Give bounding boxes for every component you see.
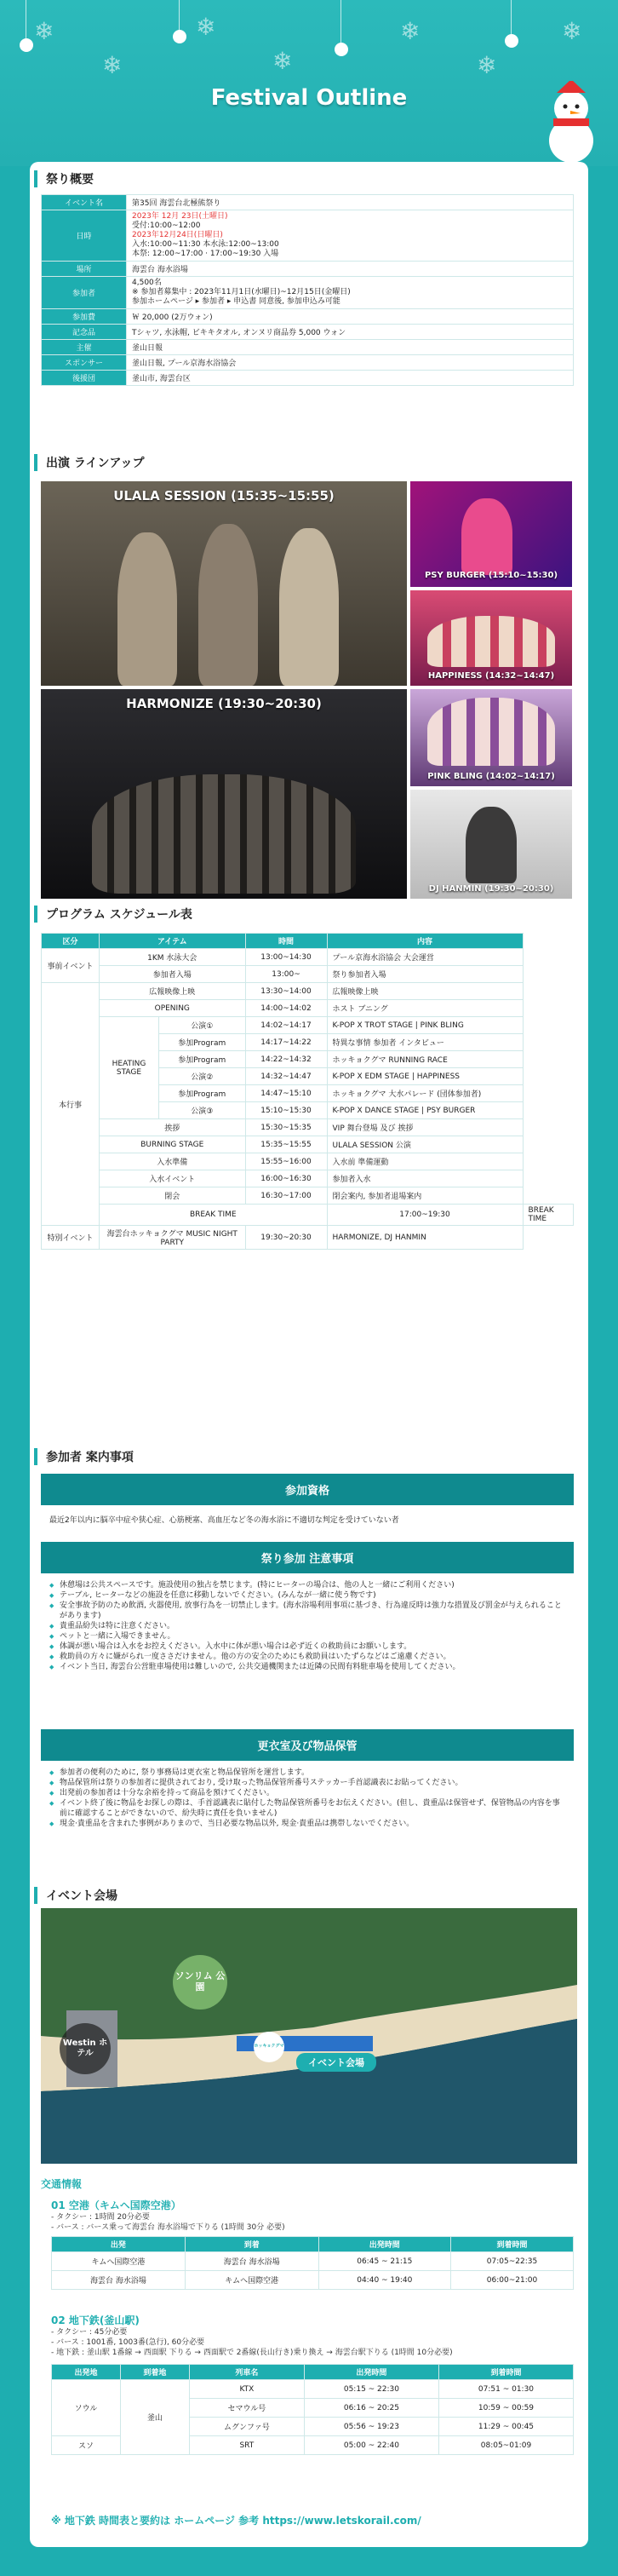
rail-table [51, 2364, 574, 2455]
table-row: 閉会 16:30~17:00 閉会案内, 参加者退場案内 [42, 1187, 574, 1205]
table-row: 挨拶 15:30~15:35 VIP 舞台登場 及び 挨拶 [42, 1119, 574, 1136]
snowflake-icon: ❄ [102, 51, 123, 79]
table-row [42, 262, 574, 277]
lineup-gallery [41, 481, 572, 899]
table-row [42, 210, 574, 262]
list-item: ◆ イベント終了後に物品をお探しの際は、手首認識表に貼付した物品保管所番号をお伝えください。(但し、貴重品は保管せず、保管物品の内容を事前に確認することができないので、紛失時に責任を負いません) [49, 1798, 565, 1819]
row-label: スポンサー [42, 355, 127, 371]
column-header: 出発 [52, 2237, 186, 2252]
lineup-photo-happiness [410, 590, 572, 686]
act-caption: DJ HANMIN (19:30~20:30) [428, 884, 554, 894]
row-value: 第35回 海雲台北極熊祭り [127, 195, 574, 210]
list-item: ◆ 安全事故予防のため飲酒, 火器使用, 放事行為を一切禁止します。(海水浴場利用事項に基づき、行為違反時は強力な措置及び罰金が与えられることがあります) [49, 1601, 565, 1621]
venue-map [41, 1908, 577, 2164]
map-label-park: ソンリム 公園 [173, 1955, 227, 2010]
qualification-banner: 参加資格 [41, 1474, 574, 1505]
table-row: OPENING 14:00~14:02 ホスト ブニング [42, 1000, 574, 1017]
row-label: 場所 [42, 262, 127, 277]
column-header: 出発時間 [318, 2237, 450, 2252]
group-cell: 特別イベント [42, 1226, 100, 1250]
table-row: セマウル号 06:16 ~ 20:25 10:59 ~ 00:59 [52, 2399, 574, 2418]
airport-table [51, 2236, 574, 2290]
list-item: ◆ 休憩場は公共スペースです。施設使用の独占を禁じます。(特にヒーターの場合は、他の人と一緒にご利用ください) [49, 1580, 565, 1590]
table-row: 公演② 14:32~14:47 K-POP X EDM STAGE | HAPPINESS [42, 1068, 574, 1085]
table-row: 入水準備 15:55~16:00 入水前 準備運動 [42, 1153, 574, 1170]
section-title-lineup: 出演 ラインアップ [34, 454, 144, 471]
row-value: 釜山日報, プール京海水浴協会 [127, 355, 574, 371]
list-item: ◆ ペットと一緒に入場できません。 [49, 1631, 565, 1642]
column-header: 到着地 [120, 2365, 189, 2380]
row-value: 4,500名 ※ 参加者募集中 : 2023年11月1日(水曜日)~12月15日(金曜日) 参加ホームページ ▸ 参加者 ▸ 申込書 同意後, 参加申込み可能 [127, 277, 574, 309]
caution-banner: 祭り参加 注意事項 [41, 1542, 574, 1573]
timetable-link[interactable]: ※ 地下鉄 時間表と要約は ホームページ 参考 https://www.letskorail.com/ [51, 2515, 421, 2527]
rail-title: 02 地下鉄(釜山駅) [51, 2314, 140, 2326]
table-row: BREAK TIME 17:00~19:30 BREAK TIME [42, 1205, 574, 1226]
column-header: 到着時間 [438, 2365, 573, 2380]
section-title-notices: 参加者 案内事項 [34, 1448, 134, 1465]
ornament-icon [173, 30, 186, 43]
snowflake-icon: ❄ [562, 17, 582, 45]
table-row: HEATING STAGE 公演① 14:02~14:17 K-POP X TROT STAGE | PINK BLING [42, 1017, 574, 1034]
table-row [42, 195, 574, 210]
table-row: ソウル 釜山 KTX 05:15 ~ 22:30 07:51 ~ 01:30 [52, 2380, 574, 2399]
table-header-row [52, 2365, 574, 2380]
list-item: ◆ 現金·貴重品を含まれた事例がありまので、当日必要な物品以外, 現金·貴重品は携帯しないでください。 [49, 1819, 565, 1829]
table-row [42, 325, 574, 340]
storage-box [41, 1729, 574, 1836]
column-header: 内容 [327, 934, 523, 949]
table-row [42, 309, 574, 325]
snowflake-icon: ❄ [272, 47, 293, 75]
group-cell: HEATING STAGE [100, 1017, 159, 1119]
list-item: ◆ 救助員の方々に嫌がられ一度ささだけません。他の方の安全のためにも救助員はいたずらなどはご遠慮ください。 [49, 1652, 565, 1662]
row-label: イベント名 [42, 195, 127, 210]
table-row: スソ SRT 05:00 ~ 22:40 08:05~01:09 [52, 2436, 574, 2455]
section-title-schedule: プログラム スケジュール表 [34, 906, 192, 923]
table-row: 参加Program 14:22~14:32 ホッキョクグマ RUNNING RACE [42, 1051, 574, 1068]
table-header-row [52, 2237, 574, 2252]
page-title: Festival Outline [210, 85, 408, 111]
row-label: 日時 [42, 210, 127, 262]
list-item: ◆ 参加者の便利のために, 祭り事務局は更衣室と物品保管所を運営します。 [49, 1768, 565, 1778]
snowflake-icon: ❄ [196, 13, 216, 41]
list-item: ◆ 物品保管所は祭りの参加者に提供されており, 受け取った物品保管所番号ステッカー手首認識表にお貼ってください。 [49, 1778, 565, 1788]
column-header: 到着 [185, 2237, 318, 2252]
airport-title: 01 空港（キムヘ国際空港） [51, 2199, 181, 2211]
map-label-venue: イベント会場 [296, 2053, 376, 2072]
column-header: アイテム [100, 934, 246, 949]
section-title-venue: イベント会場 [34, 1887, 117, 1904]
table-row: 事前イベント 1KM 水泳大会 13:00~14:30 プール京海水浴協会 大会運営 [42, 949, 574, 966]
aerial-map-image [41, 1908, 577, 2164]
group-cell: 事前イベント [42, 949, 100, 983]
snowman-icon [541, 81, 601, 166]
group-cell: 本行事 [42, 983, 100, 1226]
table-row: 参加Program 14:47~15:10 ホッキョクグマ 大水パレード (団体参加者) [42, 1085, 574, 1102]
table-row: 本行事 広報映像上映 13:30~14:00 広報映像上映 [42, 983, 574, 1000]
snowflake-icon: ❄ [34, 17, 54, 45]
row-value: 釜山市, 海雲台区 [127, 371, 574, 386]
rail-notes: - タクシー : 45分必要 - バース : 1001番, 1003番(急行), 60分必要 - 地下鉄 : 釜山駅 1番線 → 西面駅 下りる → 西面駅で 2番線(長山行き)乗り換え → 海雲台駅下りる (1時間 10分必要) [51, 2328, 453, 2357]
qualification-box [41, 1474, 574, 1533]
list-item: ◆ 出発前の参加者は十分な余裕を持って商品を預けてください。 [49, 1788, 565, 1798]
caution-list [41, 1573, 574, 1679]
row-value: ￦ 20,000 (2万ウォン) [127, 309, 574, 325]
act-caption: PSY BURGER (15:10~15:30) [424, 571, 558, 580]
row-label: 主催 [42, 340, 127, 355]
transport-title: 交通情報 [41, 2178, 83, 2190]
lineup-photo-ulala [41, 481, 407, 686]
snowflake-icon: ❄ [477, 51, 497, 79]
storage-banner: 更衣室及び物品保管 [41, 1729, 574, 1761]
list-item: ◆ 体調が悪い場合は入水をお控えください。入水中に体が悪い場合は必ず近くの救助員にお願いします。 [49, 1642, 565, 1652]
caution-box [41, 1542, 574, 1679]
ornament-icon [335, 43, 348, 56]
list-item: ◆ イベント当日, 海雲台公営駐車場使用は難しいので, 公共交通機関または近隣の民間有料駐車場を使用してください。 [49, 1662, 565, 1672]
table-row [42, 371, 574, 386]
list-item: ◆ テーブル, ヒーターなどの施設を任意に移動しないでください。(みんなが一緒に使う物です) [49, 1590, 565, 1601]
act-caption: PINK BLING (14:02~14:17) [427, 772, 555, 781]
column-header: 時間 [245, 934, 327, 949]
act-caption: ULALA SESSION (15:35~15:55) [113, 488, 335, 503]
table-row [42, 340, 574, 355]
table-row: 参加者入場 13:00~ 祭り参加者入場 [42, 966, 574, 983]
row-value: 2023年 12月 23日(土曜日) 受付:10:00~12:00 2023年12月24日(日曜日) 入水:10:00~11:30 本水泳:12:00~13:00 本祭: 12:00~17:00 · 17:00~19:30 入場 [127, 210, 574, 262]
row-value: Tシャツ, 水泳帽, ビキキタオル, オンヌリ商品券 5,000 ウォン [127, 325, 574, 340]
table-row: 参加Program 14:17~14:22 特異な事情 参加者 インタビュー [42, 1034, 574, 1051]
ornament-icon [20, 38, 33, 52]
table-row: 特別イベント 海雲台ホッキョクグマ MUSIC NIGHT PARTY 19:30~20:30 HARMONIZE, DJ HANMIN [42, 1226, 574, 1250]
overview-table [41, 194, 574, 386]
column-header: 区分 [42, 934, 100, 949]
row-label: 参加費 [42, 309, 127, 325]
section-title-overview: 祭り概要 [34, 170, 94, 187]
storage-list [41, 1761, 574, 1836]
table-row: BURNING STAGE 15:35~15:55 ULALA SESSION 公演 [42, 1136, 574, 1153]
table-row: キムへ国際空港 海雲台 海水浴場 06:45 ~ 21:15 07:05~22:35 [52, 2252, 574, 2271]
column-header: 列車名 [189, 2365, 304, 2380]
header-banner [0, 0, 618, 166]
column-header: 出発地 [52, 2365, 121, 2380]
table-row [42, 355, 574, 371]
lineup-photo-psyburger [410, 481, 572, 587]
table-row: 入水イベント 16:00~16:30 参加者入水 [42, 1170, 574, 1187]
row-label: 記念品 [42, 325, 127, 340]
map-label-hotel: Westin ホテル [60, 2023, 111, 2074]
lineup-photo-harmonize [41, 689, 407, 899]
act-caption: HARMONIZE (19:30~20:30) [126, 696, 322, 711]
airport-notes: - タクシー : 1時間 20分必要 - バース : バース乗って海雲台 海水浴場で下りる (1時間 30分 必要) [51, 2213, 285, 2232]
lineup-photo-djhanmin [410, 790, 572, 899]
column-header: 出発時間 [304, 2365, 438, 2380]
row-label: 参加者 [42, 277, 127, 309]
ornament-icon [505, 34, 518, 48]
table-row: ムグンファ号 05:56 ~ 19:23 11:29 ~ 00:45 [52, 2418, 574, 2436]
list-item: ◆ 貴重品紛失は特に注意ください。 [49, 1621, 565, 1631]
row-value: 海雲台 海水浴場 [127, 262, 574, 277]
table-row: 公演③ 15:10~15:30 K-POP X DANCE STAGE | PSY BURGER [42, 1102, 574, 1119]
column-header: 到着時間 [450, 2237, 573, 2252]
schedule-table [41, 933, 574, 1250]
snowflake-icon: ❄ [400, 17, 421, 45]
table-row: 海雲台 海水浴場 キムへ国際空港 04:40 ~ 19:40 06:00~21:00 [52, 2271, 574, 2290]
table-header-row [42, 934, 574, 949]
table-row [42, 277, 574, 309]
act-caption: HAPPINESS (14:32~14:47) [427, 671, 555, 681]
qualification-text: 最近2年以内に脳卒中症や狭心症、心筋梗塞、高血圧など冬の海水浴に不適切な判定を受けていない者 [49, 1516, 399, 1525]
row-value: 釜山日報 [127, 340, 574, 355]
lineup-photo-pinkbling [410, 689, 572, 786]
row-label: 後援団 [42, 371, 127, 386]
event-logo: ホッキョクグマ [254, 2032, 284, 2062]
